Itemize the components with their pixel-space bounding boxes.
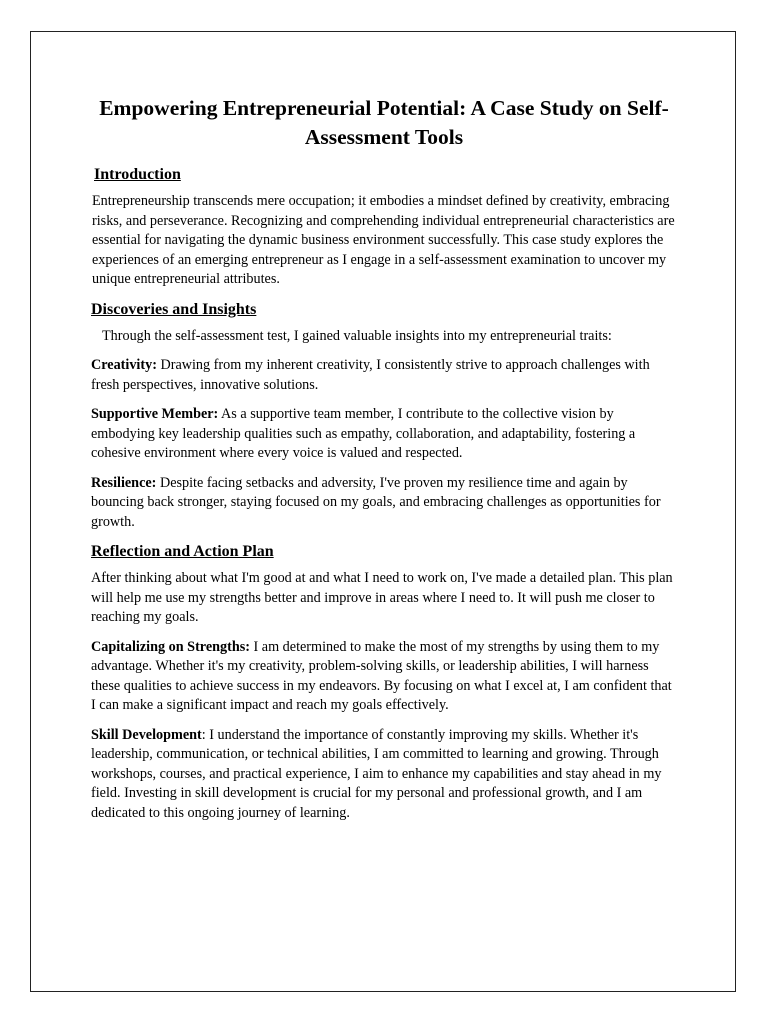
document-page	[30, 31, 736, 992]
discoveries-intro: Through the self-assessment test, I gained valuable insights into my entrepreneurial traits:	[102, 327, 612, 344]
trait-resilience	[91, 474, 677, 533]
document-content	[91, 94, 677, 833]
trait-term: Resilience:	[91, 474, 157, 491]
plan-text: I am determined to make the most of my strengths by using them to my advantage. Whether it's my creativity, problem-solving skills, or leadership abilities, I will harness these qualities to achieve success in my endeavors. By focusing on what I excel at, I am confident that I can make a significant impact and reach my goals effectively.	[91, 638, 672, 713]
introduction-heading: Introduction	[94, 166, 181, 183]
document-title: Empowering Entrepreneurial Potential: A Case Study on Self-Assessment Tools	[99, 96, 669, 149]
trait-text: Despite facing setbacks and adversity, I've proven my resilience time and again by bouncing back stronger, staying focused on my goals, and embracing challenges as opportunities for growth.	[91, 474, 661, 530]
reflection-intro: After thinking about what I'm good at and what I need to work on, I've made a detailed plan. This plan will help me use my strengths better and improve in areas where I need to. It will push me closer to reaching my goals.	[91, 570, 673, 625]
trait-term: Supportive Member:	[91, 406, 219, 422]
trait-creativity	[91, 356, 677, 395]
plan-term: Skill Development	[91, 726, 202, 743]
trait-term: Creativity:	[91, 357, 157, 373]
plan-text: : I understand the importance of constantly improving my skills. Whether it's leadership, communication, or technical abilities, I am committed to learning and growing. Through workshops, courses, and practical experience, I aim to enhance my capabilities and stay ahead in my field. Investing in skill development is crucial for my personal and professional growth, and I am dedicated to this ongoing journey of learning.	[91, 726, 662, 821]
discoveries-heading: Discoveries and Insights	[91, 300, 257, 318]
trait-text: Drawing from my inherent creativity, I consistently strive to approach challenges with fresh perspectives, innovative solutions.	[91, 357, 650, 393]
trait-supportive-member	[91, 405, 677, 464]
introduction-paragraph: Entrepreneurship transcends mere occupation; it embodies a mindset defined by creativity, embracing risks, and perseverance. Recognizing and comprehending individual entrepreneurial characteristics are essential for navigating the dynamic business environment successfully. This case study explores the experiences of an emerging entrepreneur as I engage in a self-assessment examination to uncover my unique entrepreneurial attributes.	[92, 193, 675, 287]
trait-text: As a supportive team member, I contribute to the collective vision by embodying key leadership qualities such as empathy, collaboration, and adaptability, fostering a cohesive environment where every voice is valued and respected.	[91, 406, 636, 461]
plan-skill-development	[91, 726, 677, 824]
plan-term: Capitalizing on Strengths:	[91, 638, 250, 655]
plan-capitalizing-on-strengths	[91, 638, 677, 716]
reflection-heading: Reflection and Action Plan	[91, 543, 274, 560]
